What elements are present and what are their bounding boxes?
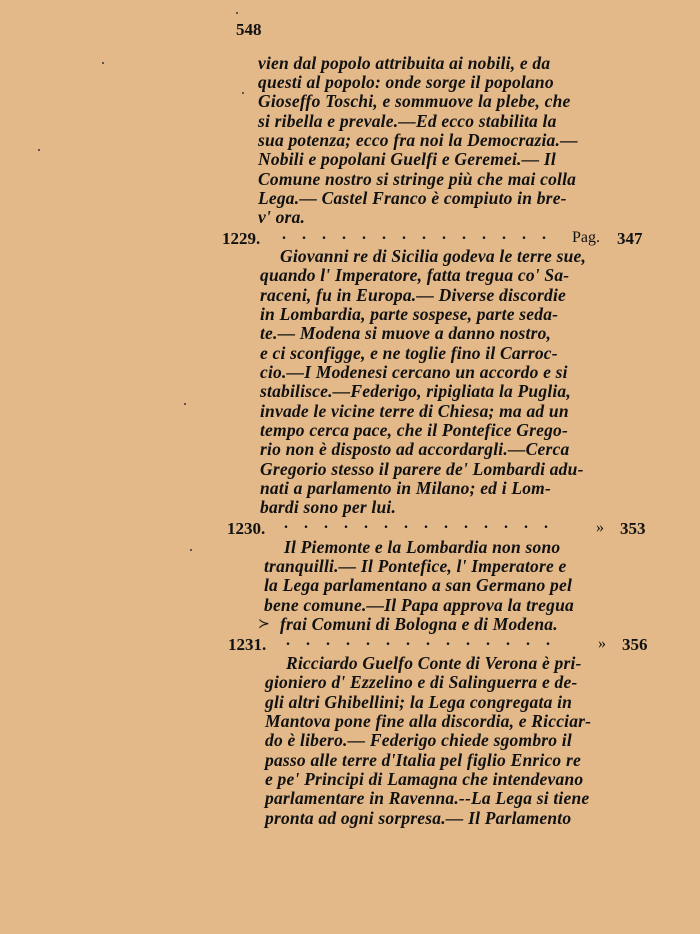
text-line: in Lombardia, parte sospese, parte seda-: [260, 304, 559, 324]
text-line: Lega.— Castel Franco è compiuto in bre-: [258, 188, 567, 208]
text-line: Comune nostro si stringe più che mai colla: [258, 169, 577, 189]
text-line: Nobili e popolani Guelfi e Geremei.— Il: [258, 149, 556, 169]
text-line: Giovanni re di Sicilia godeva le terre sue,: [280, 246, 587, 266]
text-line: te.— Modena si muove a danno nostro,: [260, 323, 552, 343]
page-number: 548: [236, 20, 262, 39]
page-reference: 353: [620, 519, 646, 538]
page-reference: 347: [617, 229, 643, 248]
text-line: pronta ad ogni sorpresa.— Il Parlamento: [265, 808, 572, 828]
text-line: Ricciardo Guelfo Conte di Verona è pri-: [286, 653, 582, 673]
text-line: Il Piemonte e la Lombardia non sono: [284, 537, 561, 557]
paper-speck: [190, 549, 192, 551]
page-label: Pag.: [572, 229, 600, 246]
text-line: bardi sono per lui.: [260, 497, 397, 517]
text-line: stabilisce.—Federigo, ripigliata la Puglia,: [260, 381, 571, 401]
text-line: rio non è disposto ad accordargli.—Cerca: [260, 439, 570, 459]
page-label: »: [596, 519, 604, 536]
text-line: raceni, fu in Europa.— Diverse discordie: [260, 285, 566, 305]
page-label: »: [598, 635, 606, 652]
text-line: nati a parlamento in Milano; ed i Lom-: [260, 478, 552, 498]
text-line: tempo cerca pace, che il Pontefice Grego-: [260, 420, 569, 440]
page-reference: 356: [622, 635, 648, 654]
paper-speck: [242, 92, 244, 94]
leader-dots: . . . . . . . . . . . . . .: [282, 226, 552, 243]
text-line: vien dal popolo attribuita ai nobili, e da: [258, 53, 551, 73]
text-line: gli altri Ghibellini; la Lega congregata in: [265, 692, 573, 712]
paper-speck: [102, 62, 104, 64]
paper-speck: [184, 403, 186, 405]
text-line: bene comune.—Il Papa approva la tregua: [264, 595, 574, 615]
entry-year: 1231.: [228, 635, 267, 654]
text-line: Gioseffo Toschi, e sommuove la plebe, che: [258, 91, 571, 111]
text-line: cio.—I Modenesi cercano un accordo e si: [260, 362, 568, 382]
text-line: sua potenza; ecco fra noi la Democrazia.—: [258, 130, 578, 150]
text-line: Mantova pone fine alla discordia, e Ricciar-: [265, 711, 592, 731]
text-line: do è libero.— Federigo chiede sgombro il: [265, 730, 572, 750]
text-line: parlamentare in Ravenna.--La Lega si tiene: [265, 788, 590, 808]
text-line: passo alle terre d'Italia pel figlio Enrico re: [265, 750, 581, 770]
text-line: si ribella e prevale.—Ed ecco stabilita la: [258, 111, 557, 131]
entry-year: 1229.: [222, 229, 261, 248]
margin-mark: ≻: [258, 617, 270, 632]
paper-speck: [38, 149, 40, 151]
text-line: la Lega parlamentano a san Germano pel: [264, 575, 573, 595]
text-line: questi al popolo: onde sorge il popolano: [258, 72, 554, 92]
text-line: e ci sconfigge, e ne toglie fino il Carroc-: [260, 343, 558, 363]
paper-speck: [236, 12, 238, 14]
text-line: v' ora.: [258, 207, 306, 227]
leader-dots: . . . . . . . . . . . . . .: [284, 515, 554, 532]
text-line: e pe' Principi di Lamagna che intendevano: [265, 769, 584, 789]
text-line: invade le vicine terre di Chiesa; ma ad un: [260, 401, 569, 421]
entry-year: 1230.: [227, 519, 266, 538]
text-line: Gregorio stesso il parere de' Lombardi adu-: [260, 459, 584, 479]
text-line: gioniero d' Ezzelino e di Salinguerra e de-: [265, 672, 578, 692]
leader-dots: . . . . . . . . . . . . . .: [286, 632, 556, 649]
text-line: tranquilli.— Il Pontefice, l' Imperatore e: [264, 556, 567, 576]
text-line: frai Comuni di Bologna e di Modena.: [280, 614, 558, 634]
text-line: quando l' Imperatore, fatta tregua co' Sa-: [260, 265, 570, 285]
